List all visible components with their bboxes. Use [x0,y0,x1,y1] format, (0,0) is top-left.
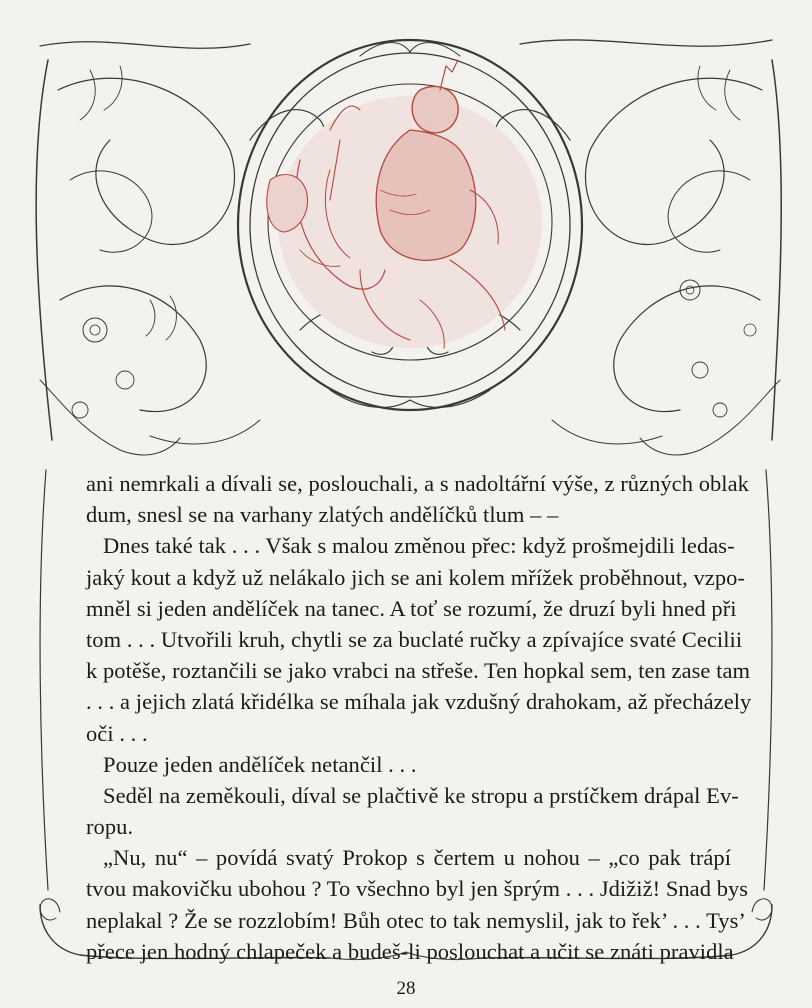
text-line: k potěše, roztančili se jako vrabci na střeše. Ten hopkal sem, ten zase tam [86,658,751,684]
text-line: Seděl na zeměkouli, díval se plačtivě ke stropu a prstíčkem drápal Ev- [103,782,739,808]
text-line: . . . a jejich zlatá křidélka se míhala jak vzdušný drahokam, až přecházely [86,689,752,715]
text-line: Dnes také tak . . . Však s malou změnou přec: když prošmejdili ledas- [103,533,735,559]
text-line: ani nemrkali a dívali se, poslouchali, a s nadoltářní výše, z různých oblak [86,471,749,496]
text-line: „Nu, nu“ – povídá svatý Prokop s čertem u nohou – „co pak trápí [103,845,731,871]
page-number: 28 [396,978,416,999]
text-line: dum, snesl se na varhany zlatých andělíčků tlum – – [86,502,559,528]
text-line: tom . . . Utvořili kruh, chytli se za buclaté ručky a zpívajíce svaté Cecilii [86,626,743,652]
text-line: tvou makovičku ubohou ? To všechno byl jen šprým . . . Jdižiž! Snad bys [86,876,749,902]
text-line: oči . . . [86,720,148,746]
text-line: ropu. [86,814,134,840]
body-text [86,468,752,967]
text-line: Pouze jeden andělíček netančil . . . [103,751,417,777]
text-line: přece jen hodný chlapeček a budeš-li poslouchat a učit se znáti pravidla [86,938,734,964]
text-line: jaký kout a když už nelákalo jich se ani kolem mřížek proběhnout, vzpo- [86,564,745,590]
text-line: neplakal ? Že se rozzlobím! Bůh otec to tak nemyslil, jak to řek’ . . . Tys’ [86,907,746,933]
text-line: mněl si jeden andělíček na tanec. A toť se rozumí, že druzí byli hned při [86,595,737,621]
